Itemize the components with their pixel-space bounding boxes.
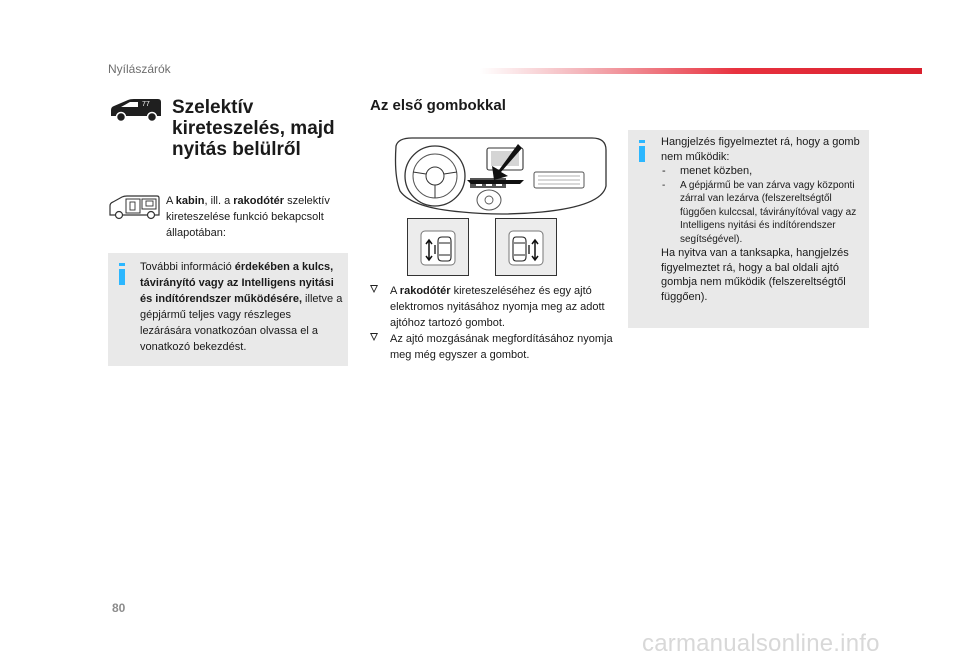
cabin-term: kabin bbox=[175, 195, 205, 207]
info-icon bbox=[638, 140, 646, 162]
cargo-term: rakodótér bbox=[399, 285, 451, 297]
van-side-doors-icon bbox=[108, 193, 160, 221]
dashboard-illustration bbox=[392, 136, 610, 220]
instruction-step bbox=[369, 283, 619, 331]
condition-list bbox=[661, 164, 865, 246]
main-title bbox=[172, 97, 335, 160]
dash-mark: - bbox=[662, 179, 666, 191]
condition-text: menet közben, bbox=[680, 165, 753, 177]
info-text-right bbox=[661, 135, 865, 304]
right-door-button[interactable] bbox=[495, 218, 557, 276]
arrow-bullet-icon bbox=[369, 331, 379, 343]
intro-text-part: A bbox=[166, 195, 176, 207]
info-box-right bbox=[628, 130, 869, 328]
header-accent-bar bbox=[480, 68, 922, 74]
section-label: Nyílászárók bbox=[108, 62, 171, 76]
dash-mark: - bbox=[662, 165, 666, 177]
info-icon bbox=[118, 263, 126, 285]
info-box-left bbox=[108, 253, 348, 366]
instruction-step bbox=[369, 331, 619, 363]
info-text-bold: érdekében a kulcs, távirányító vagy az Intelligens nyitási és indítórendszer működésére, bbox=[140, 261, 334, 305]
main-title-line: Szelektív bbox=[172, 97, 254, 118]
arrow-bullet-icon bbox=[369, 283, 379, 295]
page-number: 80 bbox=[112, 601, 126, 615]
left-door-button[interactable] bbox=[407, 218, 469, 276]
intro-text-part: , ill. a bbox=[204, 195, 234, 207]
watermark: carmanualsonline.info bbox=[642, 630, 880, 657]
instruction-steps bbox=[369, 283, 619, 363]
left-door-button-icon bbox=[408, 219, 468, 275]
info-right-outro: Ha nyitva van a tanksapka, hangjelzés figyelmeztet rá, hogy a bal oldali ajtó gombja nem működik (felszereltségtől függően). bbox=[661, 247, 849, 303]
sub-title: Az első gombokkal bbox=[370, 97, 506, 114]
main-title-line: kireteszelés, majd bbox=[172, 118, 335, 139]
van-icon bbox=[108, 96, 162, 123]
condition-item bbox=[661, 179, 865, 247]
intro-text-part: szelektív kireteszelése funkció bekapcsolt állapotában: bbox=[166, 195, 330, 239]
info-text-left bbox=[140, 259, 344, 355]
svg-text:77: 77 bbox=[142, 101, 150, 108]
intro-text bbox=[166, 193, 346, 241]
cargo-term: rakodótér bbox=[233, 195, 285, 207]
info-text-part: További információ bbox=[140, 261, 235, 273]
main-title-line: nyitás belülről bbox=[172, 139, 301, 160]
condition-text: A gépjármű be van zárva vagy központi zárral van lezárva (felszereltségtől függően kulccsal, távirányítóval vagy az Intelligens nyitási és indítórendszer segítségével). bbox=[680, 179, 857, 245]
step-text: Az ajtó mozgásának megfordításához nyomja meg még egyszer a gombot. bbox=[390, 333, 613, 361]
step-text-part: kireteszeléséhez és egy ajtó elektromos nyitásához nyomja meg az adott ajtóhoz tartozó gombot. bbox=[390, 285, 605, 329]
info-text-part: illetve a gépjármű teljes vagy részleges lezárására vonatkozóan olvassa el a vonatkozó bekezdést. bbox=[140, 293, 343, 353]
right-door-button-icon bbox=[496, 219, 556, 275]
info-right-intro: Hangjelzés figyelmeztet rá, hogy a gomb nem működik: bbox=[661, 136, 860, 163]
step-text-part: A bbox=[390, 285, 400, 297]
condition-item bbox=[661, 164, 865, 179]
